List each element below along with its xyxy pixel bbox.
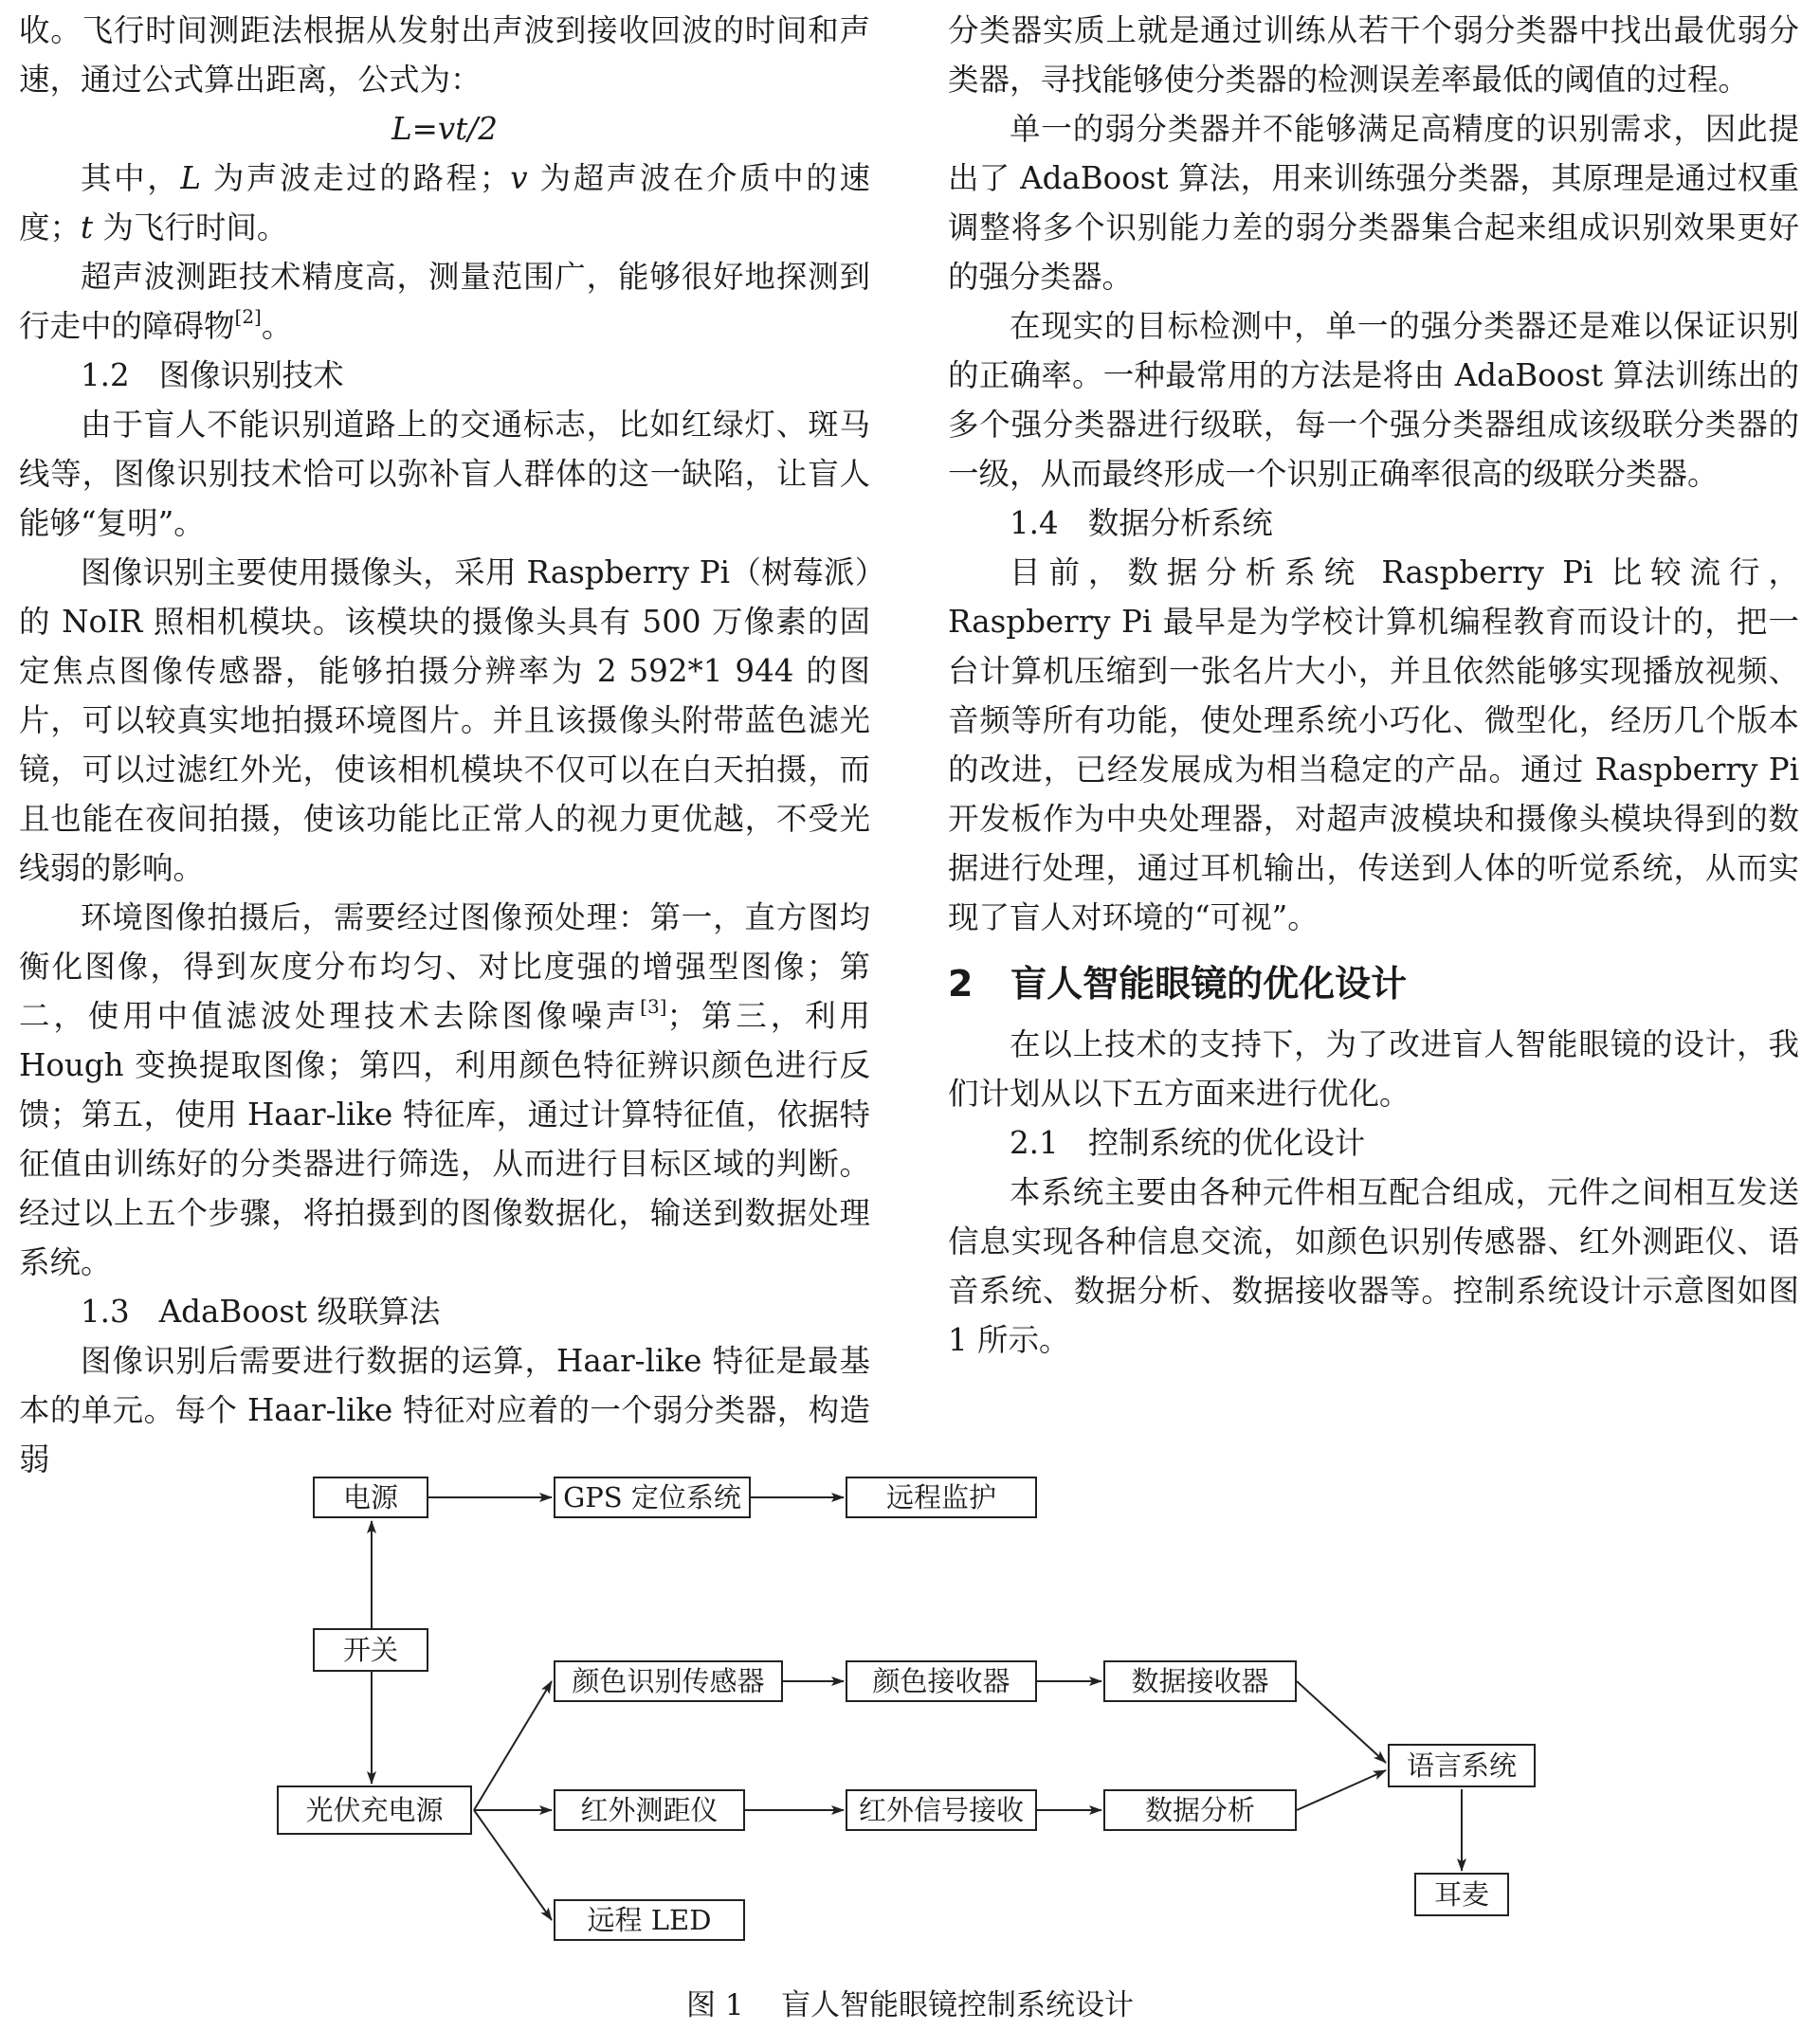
node-data-receiver: 数据接收器 [1103,1660,1297,1702]
control-system-diagram [265,1469,1555,1943]
paragraph: 本系统主要由各种元件相互配合组成，元件之间相互发送信息实现各种信息交流，如颜色识别传感器、红外测距仪、语音系统、数据分析、数据接收器等。控制系统设计示意图如图 1 所示。 [948,1174,1799,1358]
node-color-sensor: 颜色识别传感器 [554,1660,783,1702]
section-heading: 1.2 图像识别技术 [81,357,344,393]
arrow-solar-color-sensor [474,1681,552,1810]
paragraph: 环境图像拍摄后，需要经过图像预处理：第一，直方图均衡化图像，得到灰度分布均匀、对比度强的增强型图像；第二，使用中值滤波处理技术去除图像噪声[3]；第三，利用 Hough 变换提取图像；第四，利用颜色特征辨识颜色进行反馈；第五，使用 Haar-like 特征库，通过计算特征值，依据特征值由训练好的分类器进行筛选，从而进行目标区域的判断。经过以上五个步骤，将拍摄到的图像数据化，输送到数据处理系统。 [19,899,870,1280]
citation: [3] [640,995,667,1018]
paragraph: 单一的弱分类器并不能够满足高精度的识别需求，因此提出了 AdaBoost 算法，用来训练强分类器，其原理是通过权重调整将多个识别能力差的弱分类器集合起来组成识别效果更好的强分类器。 [948,111,1799,295]
node-switch: 开关 [313,1628,428,1672]
node-gps: GPS 定位系统 [554,1477,751,1518]
node-ir-ranger: 红外测距仪 [554,1789,745,1831]
left-column [19,6,870,1484]
right-column [948,6,1799,1365]
paragraph: 在现实的目标检测中，单一的强分类器还是难以保证识别的正确率。一种最常用的方法是将由 AdaBoost 算法训练出的多个强分类器进行级联，每一个强分类器组成该级联分类器的一级，从而最终形成一个识别正确率很高的级联分类器。 [948,308,1799,492]
node-color-receiver: 颜色接收器 [846,1660,1037,1702]
paragraph: 图像识别主要使用摄像头，采用 Raspberry Pi（树莓派）的 NoIR 照相机模块。该模块的摄像头具有 500 万像素的固定焦点图像传感器，能够拍摄分辨率为 2 592*1 944 的图片，可以较真实地拍摄环境图片。并且该摄像头附带蓝色滤光镜，可以过滤红外光，使该相机模块不仅可以在白天拍摄，而且也能在夜间拍摄，使该功能比正常人的视力更优越，不受光线弱的影响。 [19,554,870,886]
paragraph: 收。飞行时间测距法根据从发射出声波到接收回波的时间和声速，通过公式算出距离，公式为： [19,12,870,98]
paragraph: 分类器实质上就是通过训练从若干个弱分类器中找出最优弱分类器，寻找能够使分类器的检测误差率最低的阈值的过程。 [948,12,1799,98]
node-data-analysis: 数据分析 [1103,1789,1297,1831]
paragraph: 其中，L 为声波走过的路程；v 为超声波在介质中的速度；t 为飞行时间。 [19,160,870,245]
paragraph: 超声波测距技术精度高，测量范围广，能够很好地探测到行走中的障碍物[2]。 [19,259,870,344]
node-earphone: 耳麦 [1414,1873,1509,1916]
arrow-solar-led [474,1810,552,1920]
section-heading: 1.4 数据分析系统 [1010,505,1273,541]
paragraph: 目前，数据分析系统 Raspberry Pi 比较流行，Raspberry Pi 最早是为学校计算机编程教育而设计的，把一台计算机压缩到一张名片大小，并且依然能够实现播放视频、音频等所有功能，使处理系统小巧化、微型化，经历几个版本的改进，已经发展成为相当稳定的产品。通过 Raspberry Pi 开发板作为中央处理器，对超声波模块和摄像头模块得到的数据进行处理，通过耳机输出，传送到人体的听觉系统，从而实现了盲人对环境的“可视”。 [948,554,1799,935]
node-remote-monitor: 远程监护 [846,1477,1037,1518]
node-power: 电源 [313,1477,428,1518]
distance-formula: L=vt/2 [391,111,498,147]
node-speech-system: 语言系统 [1388,1744,1536,1787]
diagram-connectors [265,1469,1555,1943]
section-heading: 1.3 AdaBoost 级联算法 [81,1294,441,1330]
figure-caption: 图 1 盲人智能眼镜控制系统设计 [686,1988,1134,2022]
chapter-heading: 2 盲人智能眼镜的优化设计 [948,963,1408,1005]
arrow-analysis-speech [1297,1770,1386,1810]
citation: [2] [234,305,262,328]
paragraph: 在以上技术的支持下，为了改进盲人智能眼镜的设计，我们计划从以下五方面来进行优化。 [948,1026,1799,1112]
paragraph: 图像识别后需要进行数据的运算，Haar-like 特征是最基本的单元。每个 Haar-like 特征对应着的一个弱分类器，构造弱 [19,1343,870,1477]
arrow-data-receiver-speech [1297,1681,1386,1763]
node-ir-receiver: 红外信号接收 [846,1789,1037,1831]
node-solar-power: 光伏充电源 [277,1785,472,1835]
node-remote-led: 远程 LED [554,1899,745,1941]
paragraph: 由于盲人不能识别道路上的交通标志，比如红绿灯、斑马线等，图像识别技术恰可以弥补盲人群体的这一缺陷，让盲人能够“复明”。 [19,407,870,541]
section-heading: 2.1 控制系统的优化设计 [1010,1125,1366,1161]
